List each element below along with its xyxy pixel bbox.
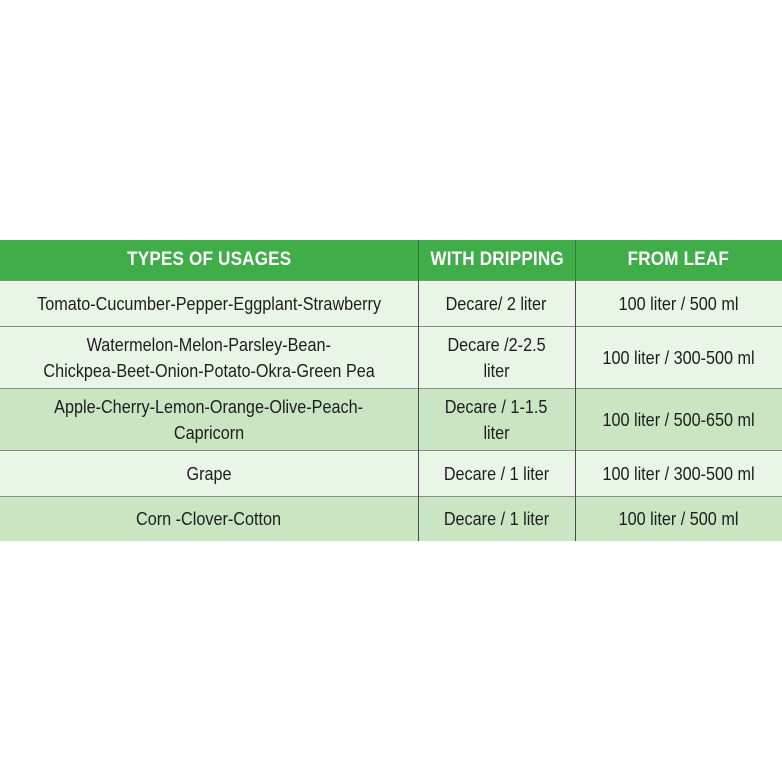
dripping-cell: Decare / 1 liter [418,451,575,497]
header-with-dripping: WITH DRIPPING [418,240,575,281]
header-types-of-usages: TYPES OF USAGES [0,240,418,281]
usage-cell: Apple-Cherry-Lemon-Orange-Olive-Peach- Capricorn [0,389,418,451]
leaf-cell: 100 liter / 300-500 ml [575,327,782,389]
header-from-leaf: FROM LEAF [575,240,782,281]
leaf-cell: 100 liter / 500 ml [575,497,782,542]
usage-cell: Watermelon-Melon-Parsley-Bean- Chickpea-Beet-Onion-Potato-Okra-Green Pea [0,327,418,389]
usage-cell: Corn -Clover-Cotton [0,497,418,542]
header-row [0,240,782,281]
table-row [0,327,782,389]
table-row [0,389,782,451]
usage-table [0,240,782,541]
dripping-cell: Decare / 1 liter [418,497,575,542]
dripping-cell: Decare /2-2.5 liter [418,327,575,389]
table-row [0,281,782,327]
leaf-cell: 100 liter / 500-650 ml [575,389,782,451]
table-row [0,451,782,497]
usage-cell: Tomato-Cucumber-Pepper-Eggplant-Strawberry [0,281,418,327]
leaf-cell: 100 liter / 500 ml [575,281,782,327]
leaf-cell: 100 liter / 300-500 ml [575,451,782,497]
table-row [0,497,782,542]
dripping-cell: Decare/ 2 liter [418,281,575,327]
dripping-cell: Decare / 1-1.5 liter [418,389,575,451]
usage-cell: Grape [0,451,418,497]
